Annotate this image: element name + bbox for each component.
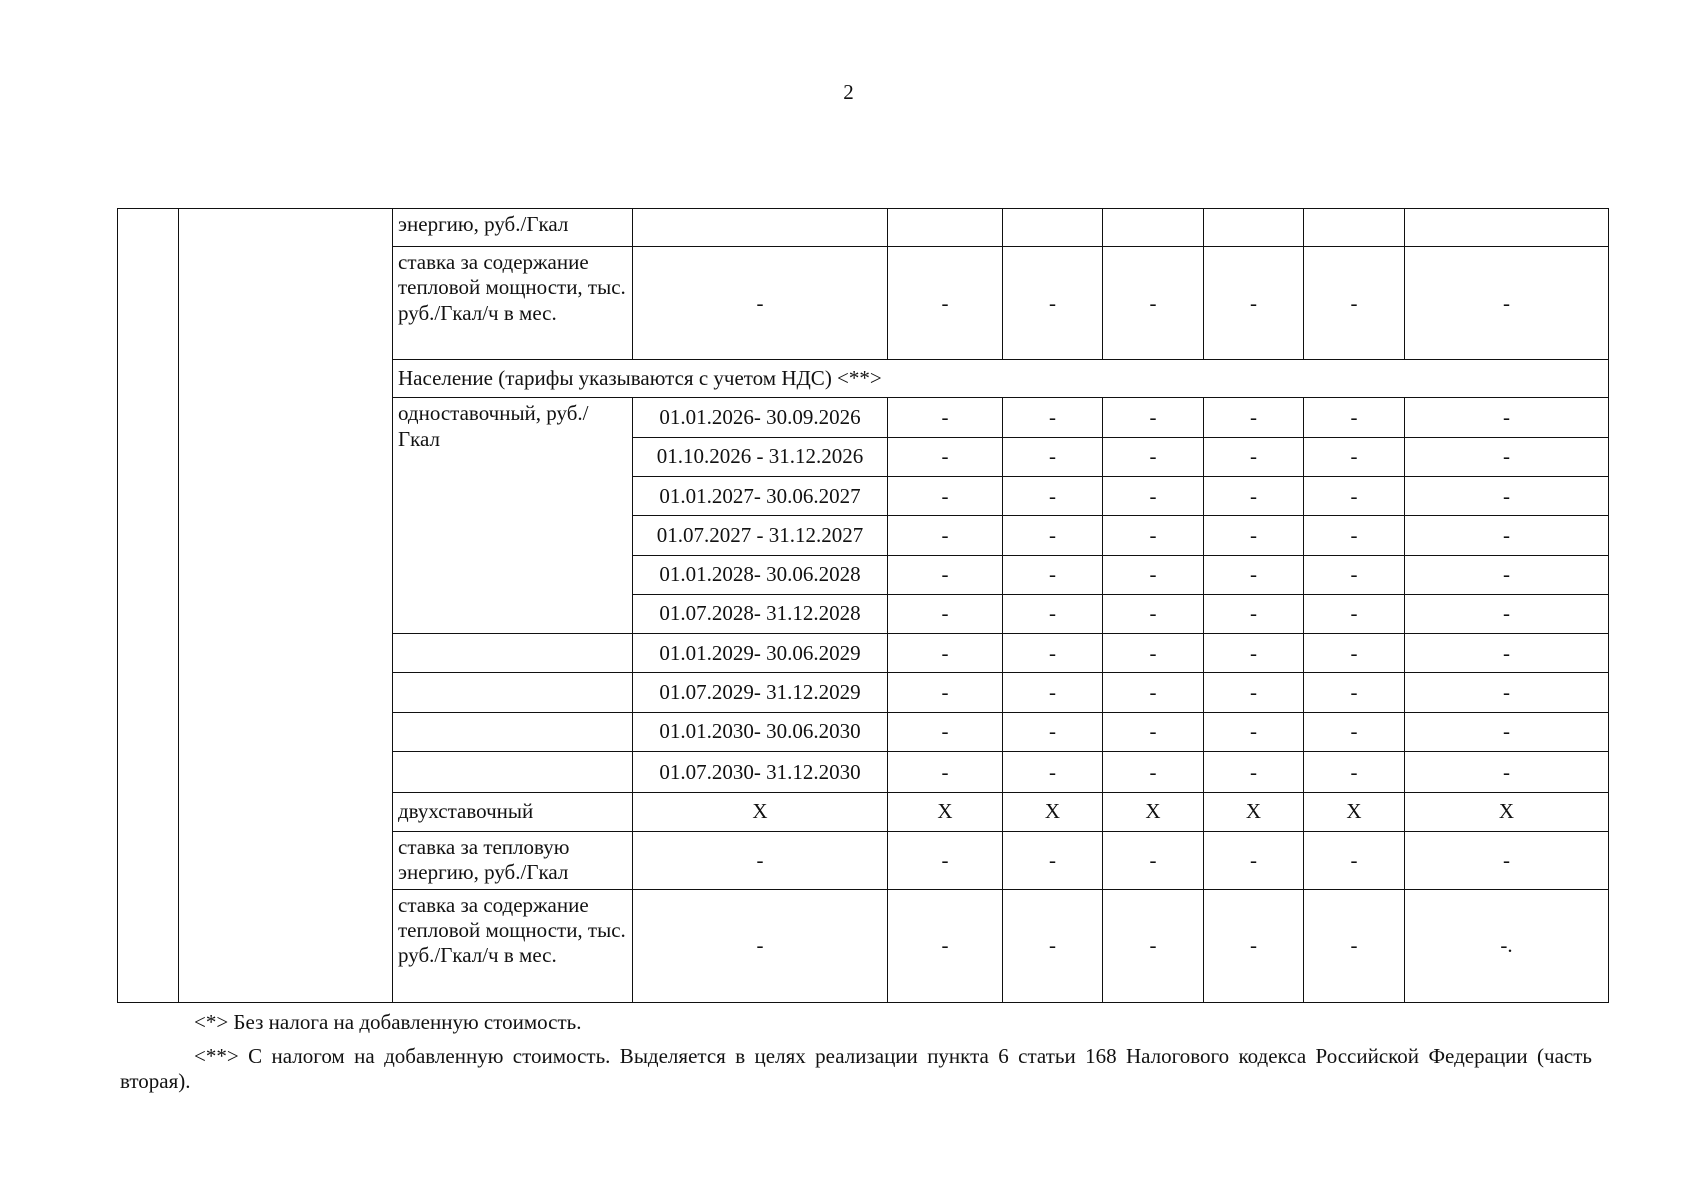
value-cell: - [1204, 890, 1304, 1003]
period-cell: 01.01.2027- 30.06.2027 [633, 477, 888, 516]
value-cell: - [1204, 594, 1304, 633]
period-cell: 01.01.2029- 30.06.2029 [633, 634, 888, 673]
value-cell: X [633, 793, 888, 831]
value-cell: - [1003, 831, 1103, 889]
value-cell: - [1003, 634, 1103, 673]
value-cell: - [1204, 831, 1304, 889]
value-cell: - [1405, 634, 1609, 673]
value-cell: - [1204, 752, 1304, 793]
period-cell: 01.01.2026- 30.09.2026 [633, 398, 888, 437]
empty-label-cell [393, 752, 633, 793]
value-cell: - [1304, 673, 1405, 712]
page-number: 2 [843, 80, 854, 104]
value-cell: - [1405, 555, 1609, 594]
value-cell: - [1304, 752, 1405, 793]
value-cell: - [1204, 634, 1304, 673]
value-cell: - [1304, 516, 1405, 555]
value-cell: - [1405, 247, 1609, 360]
value-cell: - [888, 673, 1003, 712]
value-cell: - [1003, 594, 1103, 633]
value-cell: - [1405, 477, 1609, 516]
value-cell: - [1304, 890, 1405, 1003]
row-label: ставка за тепловую энергию, руб./Гкал [393, 831, 633, 889]
value-cell: - [1304, 555, 1405, 594]
row-label: ставка за содержание тепловой мощности, тыс. руб./Гкал/ч в мес. [393, 890, 633, 1003]
period-cell: 01.07.2028- 31.12.2028 [633, 594, 888, 633]
value-cell: - [1103, 673, 1204, 712]
value-cell: - [1304, 594, 1405, 633]
value-cell: - [1405, 594, 1609, 633]
value-cell: - [1204, 398, 1304, 437]
value-cell: - [1103, 594, 1204, 633]
value-cell: X [1405, 793, 1609, 831]
value-cell: - [633, 890, 888, 1003]
value-cell: - [1405, 831, 1609, 889]
value-cell: - [1003, 516, 1103, 555]
tariff-table [117, 208, 1609, 1003]
empty-label-cell [393, 634, 633, 673]
value-cell: - [633, 831, 888, 889]
period-cell: 01.07.2029- 31.12.2029 [633, 673, 888, 712]
section-title: Население (тарифы указываются с учетом НДС) <**> [393, 360, 1609, 398]
value-cell: X [1103, 793, 1204, 831]
row-label: энергию, руб./Гкал [393, 209, 633, 247]
value-cell: - [1003, 247, 1103, 360]
footnote-1: <*> Без налога на добавленную стоимость. [194, 1010, 582, 1034]
value-cell: - [1103, 831, 1204, 889]
row-number-cell [118, 209, 179, 1003]
period-cell: 01.07.2027 - 31.12.2027 [633, 516, 888, 555]
value-cell: - [1405, 398, 1609, 437]
value-cell: - [1405, 516, 1609, 555]
value-cell: - [1103, 477, 1204, 516]
period-cell: 01.10.2026 - 31.12.2026 [633, 437, 888, 476]
value-cell: - [1103, 437, 1204, 476]
value-cell: - [1304, 398, 1405, 437]
tariff-table-body [118, 209, 1609, 1003]
value-cell: - [1003, 437, 1103, 476]
value-cell: - [1103, 712, 1204, 751]
period-cell: 01.01.2028- 30.06.2028 [633, 555, 888, 594]
value-cell: - [1304, 477, 1405, 516]
value-cell: - [1304, 831, 1405, 889]
value-cell: - [1003, 477, 1103, 516]
value-cell: - [1405, 752, 1609, 793]
value-cell [1304, 209, 1405, 247]
value-cell: - [888, 437, 1003, 476]
value-cell: - [888, 634, 1003, 673]
value-cell: - [1204, 555, 1304, 594]
value-cell [1003, 209, 1103, 247]
value-cell: - [888, 831, 1003, 889]
footnote-2: <**> С налогом на добавленную стоимость. Выделяется в целях реализации пункта 6 статьи 168 Налогового кодекса Российской Федерации (часть вторая). [120, 1044, 1592, 1094]
value-cell: - [1204, 247, 1304, 360]
value-cell: - [1103, 890, 1204, 1003]
value-cell: - [888, 477, 1003, 516]
value-cell: - [888, 555, 1003, 594]
value-cell: X [1003, 793, 1103, 831]
value-cell: - [1103, 516, 1204, 555]
row-label: двухставочный [393, 793, 633, 831]
empty-label-cell [393, 712, 633, 751]
value-cell: - [1304, 437, 1405, 476]
single-rate-label: одноставочный, руб./Гкал [393, 398, 633, 634]
value-cell: - [888, 752, 1003, 793]
value-cell [1405, 209, 1609, 247]
value-cell: - [1103, 555, 1204, 594]
value-cell: - [1405, 437, 1609, 476]
value-cell: - [888, 516, 1003, 555]
value-cell: - [888, 398, 1003, 437]
value-cell: - [888, 247, 1003, 360]
value-cell [633, 209, 888, 247]
value-cell [1103, 209, 1204, 247]
value-cell: X [888, 793, 1003, 831]
value-cell: - [1003, 555, 1103, 594]
row-label: ставка за содержание тепловой мощности, тыс. руб./Гкал/ч в мес. [393, 247, 633, 360]
value-cell: - [1204, 673, 1304, 712]
footnotes [120, 1010, 1592, 1104]
value-cell: - [1204, 516, 1304, 555]
value-cell: - [1204, 712, 1304, 751]
value-cell: - [1003, 398, 1103, 437]
period-cell: 01.01.2030- 30.06.2030 [633, 712, 888, 751]
value-cell: - [1405, 673, 1609, 712]
value-cell: - [1003, 673, 1103, 712]
value-cell: - [1204, 437, 1304, 476]
value-cell: - [1304, 247, 1405, 360]
value-cell: - [888, 890, 1003, 1003]
value-cell: - [1103, 247, 1204, 360]
value-cell: - [1103, 752, 1204, 793]
value-cell: - [1304, 634, 1405, 673]
value-cell [1204, 209, 1304, 247]
value-cell: -. [1405, 890, 1609, 1003]
value-cell: - [888, 712, 1003, 751]
consumer-group-cell [179, 209, 393, 1003]
table-row [118, 209, 1609, 247]
value-cell: - [1003, 752, 1103, 793]
period-cell: 01.07.2030- 31.12.2030 [633, 752, 888, 793]
value-cell: - [888, 594, 1003, 633]
value-cell: X [1204, 793, 1304, 831]
value-cell: - [1204, 477, 1304, 516]
value-cell: - [1003, 712, 1103, 751]
value-cell [888, 209, 1003, 247]
value-cell: - [1405, 712, 1609, 751]
value-cell: - [1103, 398, 1204, 437]
value-cell: X [1304, 793, 1405, 831]
value-cell: - [1103, 634, 1204, 673]
value-cell: - [1003, 890, 1103, 1003]
value-cell: - [633, 247, 888, 360]
empty-label-cell [393, 673, 633, 712]
value-cell: - [1304, 712, 1405, 751]
